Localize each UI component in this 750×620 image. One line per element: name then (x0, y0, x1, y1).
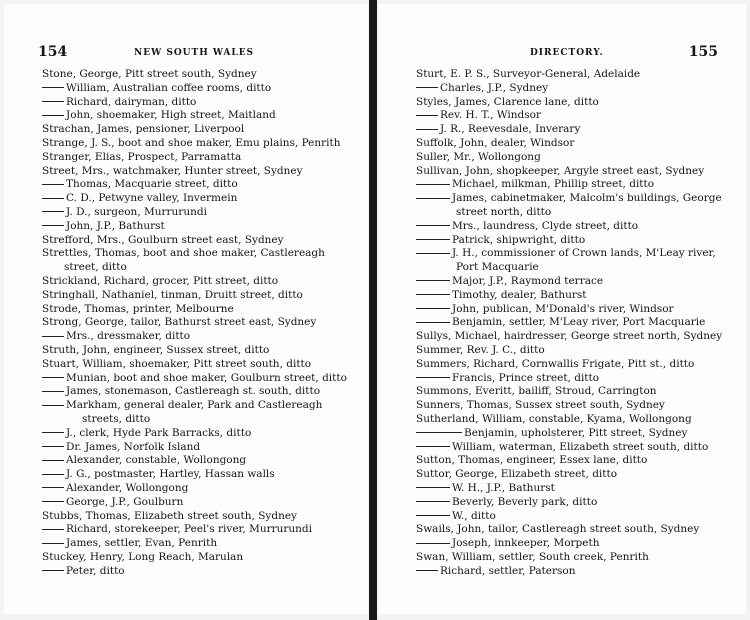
directory-entry (42, 165, 360, 179)
ditto-dash (42, 474, 64, 475)
right-running-head (378, 44, 746, 62)
ditto-dash (416, 184, 450, 185)
ditto-dash (416, 280, 450, 281)
directory-entry (42, 289, 360, 303)
entry-text: James, cabinetmaker, Malcolm's buildings, George street north, ditto (452, 192, 722, 218)
entry-text: Stringhall, Nathaniel, tinman, Druitt street, ditto (42, 288, 303, 301)
left-page-number: 154 (38, 44, 68, 60)
directory-entry (416, 96, 734, 110)
entry-text: James, stonemason, Castlereagh st. south, ditto (66, 385, 321, 398)
directory-entry (42, 427, 360, 441)
entry-text: Strickland, Richard, grocer, Pitt street, ditto (42, 274, 279, 287)
directory-entry (416, 316, 734, 330)
entry-text: Strong, George, tailor, Bathurst street east, Sydney (42, 316, 317, 329)
ditto-dash (416, 129, 438, 130)
entry-text: Richard, dairyman, ditto (66, 95, 197, 108)
entry-text: Suttor, George, Elizabeth street, ditto (416, 468, 618, 481)
entry-text: Alexander, Wollongong (66, 481, 189, 494)
entry-text: Swails, John, tailor, Castlereagh street south, Sydney (416, 523, 700, 536)
directory-entry (42, 192, 360, 206)
entry-text: Styles, James, Clarence lane, ditto (416, 95, 599, 108)
directory-entry (416, 82, 734, 96)
directory-entry (42, 468, 360, 482)
directory-entry (416, 523, 734, 537)
entry-text: Dr. James, Norfolk Island (66, 440, 201, 453)
ditto-dash (416, 239, 450, 240)
directory-entry (416, 275, 734, 289)
entry-text: Strange, J. S., boot and shoe maker, Emu plains, Penrith (42, 136, 341, 149)
entry-text: J. G., postmaster, Hartley, Hassan walls (66, 468, 275, 481)
entry-text: Sullys, Michael, hairdresser, George street north, Sydney (416, 330, 723, 343)
directory-entry (42, 551, 360, 565)
ditto-dash (42, 570, 64, 571)
ditto-dash (416, 308, 450, 309)
directory-entry (416, 234, 734, 248)
right-entry-list (416, 68, 734, 578)
directory-entry (416, 137, 734, 151)
ditto-dash (416, 253, 450, 254)
directory-entry (416, 123, 734, 137)
directory-entry (416, 427, 734, 441)
entry-text: Mrs., laundress, Clyde street, ditto (452, 219, 639, 232)
entry-text: Sutherland, William, constable, Kyama, Wollongong (416, 412, 692, 425)
entry-text: Suffolk, John, dealer, Windsor (416, 136, 575, 149)
ditto-dash (42, 225, 64, 226)
entry-text: Summer, Rev. J. C., ditto (416, 343, 545, 356)
directory-entry (42, 358, 360, 372)
ditto-dash (416, 432, 462, 433)
directory-entry (416, 565, 734, 579)
ditto-dash (42, 211, 64, 212)
entry-text: Charles, J.P., Sydney (440, 81, 549, 94)
entry-text: Sullivan, John, shopkeeper, Argyle street east, Sydney (416, 164, 705, 177)
right-page-number: 155 (688, 44, 718, 60)
ditto-dash (42, 432, 64, 433)
entry-text: Stubbs, Thomas, Elizabeth street south, Sydney (42, 509, 297, 522)
directory-entry (416, 178, 734, 192)
directory-entry (416, 537, 734, 551)
entry-text: Strefford, Mrs., Goulburn street east, Sydney (42, 233, 284, 246)
left-page (4, 4, 368, 614)
ditto-dash (416, 570, 438, 571)
ditto-dash (42, 487, 64, 488)
directory-entry (42, 537, 360, 551)
ditto-dash (42, 460, 64, 461)
entry-text: George, J.P., Goulburn (66, 495, 184, 508)
entry-text: Strode, Thomas, printer, Melbourne (42, 302, 234, 315)
entry-text: Peter, ditto (66, 564, 125, 577)
entry-text: James, settler, Evan, Penrith (66, 537, 218, 550)
directory-entry (42, 496, 360, 510)
ditto-dash (416, 543, 450, 544)
directory-entry (42, 247, 360, 275)
ditto-dash (416, 294, 450, 295)
directory-entry (42, 234, 360, 248)
directory-entry (416, 454, 734, 468)
entry-text: Sutton, Thomas, engineer, Essex lane, ditto (416, 454, 648, 467)
directory-entry (42, 482, 360, 496)
ditto-dash (42, 391, 64, 392)
ditto-dash (42, 501, 64, 502)
directory-entry (416, 344, 734, 358)
entry-text: C. D., Petwyne valley, Invermein (66, 192, 238, 205)
entry-text: Sunners, Thomas, Sussex street south, Sydney (416, 399, 665, 412)
directory-entry (42, 137, 360, 151)
ditto-dash (42, 87, 64, 88)
entry-text: Alexander, constable, Wollongong (66, 454, 247, 467)
directory-entry (42, 565, 360, 579)
ditto-dash (42, 198, 64, 199)
entry-text: J. D., surgeon, Murrurundi (66, 205, 207, 218)
ditto-dash (416, 225, 450, 226)
directory-entry (42, 372, 360, 386)
ditto-dash (416, 115, 438, 116)
entry-text: William, waterman, Elizabeth street south, ditto (452, 440, 709, 453)
entry-text: Strachan, James, pensioner, Liverpool (42, 123, 245, 136)
entry-text: Suller, Mr., Wollongong (416, 150, 541, 163)
entry-text: Munian, boot and shoe maker, Goulburn street, ditto (66, 371, 347, 384)
entry-text: Mrs., dressmaker, ditto (66, 330, 191, 343)
entry-text: Stuckey, Henry, Long Reach, Marulan (42, 550, 244, 563)
ditto-dash (42, 446, 64, 447)
directory-entry (42, 385, 360, 399)
directory-entry (416, 510, 734, 524)
directory-entry (42, 206, 360, 220)
entry-text: John, publican, M'Donald's river, Windsor (452, 302, 674, 315)
ditto-dash (42, 184, 64, 185)
directory-entry (42, 523, 360, 537)
directory-entry (416, 303, 734, 317)
entry-text: Francis, Prince street, ditto (452, 371, 600, 384)
directory-entry (42, 96, 360, 110)
entry-text: Patrick, shipwright, ditto (452, 233, 586, 246)
left-running-head (4, 44, 368, 62)
entry-text: Summers, Richard, Cornwallis Frigate, Pitt st., ditto (416, 357, 695, 370)
directory-entry (416, 289, 734, 303)
directory-entry (42, 178, 360, 192)
ditto-dash (416, 322, 450, 323)
entry-text: Benjamin, upholsterer, Pitt street, Sydney (464, 426, 688, 439)
entry-text: W., ditto (452, 509, 496, 522)
directory-entry (416, 220, 734, 234)
directory-entry (416, 551, 734, 565)
directory-entry (416, 413, 734, 427)
directory-entry (42, 344, 360, 358)
ditto-dash (416, 198, 450, 199)
ditto-dash (416, 446, 450, 447)
entry-text: Stranger, Elias, Prospect, Parramatta (42, 150, 242, 163)
entry-text: Rev. H. T., Windsor (440, 109, 541, 122)
ditto-dash (42, 405, 64, 406)
entry-text: Stuart, William, shoemaker, Pitt street south, ditto (42, 357, 312, 370)
entry-text: Thomas, Macquarie street, ditto (66, 178, 238, 191)
right-page (378, 4, 746, 614)
directory-entry (42, 123, 360, 137)
entry-text: J. H., commissioner of Crown lands, M'Leay river, Port Macquarie (452, 247, 716, 274)
directory-entry (416, 385, 734, 399)
directory-entry (42, 441, 360, 455)
entry-text: J., clerk, Hyde Park Barracks, ditto (66, 426, 252, 439)
entry-text: Richard, storekeeper, Peel's river, Murrurundi (66, 523, 313, 536)
directory-entry (42, 82, 360, 96)
directory-entry (42, 454, 360, 468)
directory-entry (416, 68, 734, 82)
directory-entry (42, 220, 360, 234)
entry-text: Joseph, innkeeper, Morpeth (452, 537, 600, 550)
ditto-dash (42, 529, 64, 530)
entry-text: J. R., Reevesdale, Inverary (440, 123, 581, 136)
ditto-dash (416, 515, 450, 516)
entry-text: Benjamin, settler, M'Leay river, Port Macquarie (452, 316, 706, 329)
entry-text: Markham, general dealer, Park and Castlereagh streets, ditto (66, 399, 323, 425)
entry-text: W. H., J.P., Bathurst (452, 481, 555, 494)
directory-entry (416, 482, 734, 496)
ditto-dash (42, 543, 64, 544)
ditto-dash (42, 377, 64, 378)
directory-entry (42, 330, 360, 344)
entry-text: Timothy, dealer, Bathurst (452, 288, 587, 301)
directory-entry (416, 192, 734, 220)
directory-entry (416, 151, 734, 165)
left-header-title: NEW SOUTH WALES (134, 48, 255, 58)
entry-text: Major, J.P., Raymond terrace (452, 274, 604, 287)
entry-text: Summons, Everitt, bailiff, Stroud, Carrington (416, 385, 657, 398)
directory-entry (42, 109, 360, 123)
directory-entry (42, 510, 360, 524)
ditto-dash (416, 501, 450, 502)
entry-text: Richard, settler, Paterson (440, 564, 576, 577)
directory-entry (416, 247, 734, 275)
entry-text: John, J.P., Bathurst (66, 219, 165, 232)
ditto-dash (42, 336, 64, 337)
directory-entry (42, 303, 360, 317)
ditto-dash (42, 101, 64, 102)
entry-text: Strettles, Thomas, boot and shoe maker, Castlereagh street, ditto (42, 247, 325, 274)
ditto-dash (416, 377, 450, 378)
entry-text: Stone, George, Pitt street south, Sydney (42, 68, 257, 80)
left-entry-list (42, 68, 360, 578)
ditto-dash (42, 115, 64, 116)
directory-entry (42, 68, 360, 82)
directory-entry (416, 358, 734, 372)
directory-entry (42, 151, 360, 165)
directory-entry (42, 316, 360, 330)
directory-entry (416, 165, 734, 179)
directory-entry (416, 468, 734, 482)
entry-text: Swan, William, settler, South creek, Penrith (416, 550, 649, 563)
entry-text: William, Australian coffee rooms, ditto (66, 81, 272, 94)
directory-entry (416, 399, 734, 413)
book-gutter (369, 0, 377, 620)
directory-entry (416, 330, 734, 344)
ditto-dash (416, 87, 438, 88)
entry-text: Beverly, Beverly park, ditto (452, 495, 598, 508)
directory-entry (416, 109, 734, 123)
entry-text: Struth, John, engineer, Sussex street, ditto (42, 343, 270, 356)
directory-entry (42, 399, 360, 427)
entry-text: John, shoemaker, High street, Maitland (66, 109, 276, 122)
entry-text: Street, Mrs., watchmaker, Hunter street, Sydney (42, 164, 303, 177)
entry-text: Michael, milkman, Phillip street, ditto (452, 178, 655, 191)
right-header-title: DIRECTORY. (530, 48, 604, 58)
directory-entry (416, 441, 734, 455)
directory-entry (416, 496, 734, 510)
entry-text: Sturt, E. P. S., Surveyor-General, Adelaide (416, 68, 641, 80)
directory-entry (416, 372, 734, 386)
directory-entry (42, 275, 360, 289)
ditto-dash (416, 487, 450, 488)
